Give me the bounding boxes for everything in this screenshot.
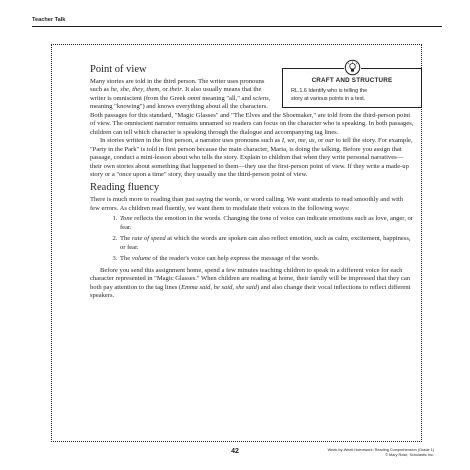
lightbulb-icon (344, 59, 361, 76)
pov-paragraph-1: Many stories are told in the third person. The writer uses pronouns such as he, she, they, them, or their. It also usually means that the writer is omniscient (from the Greek omni meaning "all," and sciens, meaning "knowing") and knows everything about all the characters. Both passages for this standard, "Magic Glasses" and "The Elves and the Shoemaker," are told from the third-person point of view. The omniscient narrator remains unnamed so readers can focus on the character who is speaking. In both passages, children can tell which character is speaking through the dialogue and accompanying tag lines. (90, 78, 414, 136)
callout-standard-line2: story at various points in a text. (291, 96, 366, 102)
heading-point-of-view: Point of view (90, 64, 147, 75)
callout-standard (291, 87, 421, 103)
list-item: 3. The volume of the reader's voice can help express the message of the words. (119, 255, 414, 263)
article-body (90, 64, 414, 300)
list-item: 2. The rate of speed at which the words are spoken can also reflect emotion, such as calm, excitement, happiness, or fear. (119, 235, 414, 252)
craft-structure-callout (282, 68, 422, 108)
callout-title: CRAFT AND STRUCTURE (311, 77, 393, 84)
voice-modulation-list (90, 215, 414, 263)
callout-standard-line1: RL.1.6 Identify who is telling the (291, 88, 368, 94)
pov-paragraph-2: In stories written in the first person, a narrator uses pronouns such as I, we, me, us, or our to tell the story. For example, "Party in the Park" is told in first person because the main character, Maria, is doing the talking. Before you assign that passage, conduct a mini-lesson about who tells the story. Explain to children that when they write personal narratives—their own stories about something that happened to them—they use the first-person point of view. If they write a made-up story or a "once upon a time" story, they usually use the third-person point of view. (90, 137, 413, 178)
fluency-closing: Before you send this assignment home, spend a few minutes teaching children to speak in a different voice for each character represented in "Magic Glasses." When children are reading at home, their family will be impressed that they can both pay attention to the tag lines (Emma said, he said, she said) and also change their vocal inflections to reflect different speakers. (90, 266, 411, 299)
footer-credits (328, 448, 434, 458)
fluency-intro: There is much more to reading than just saying the words, or word calling. We want students to read smoothly and with few errors. As children read fluently, we want them to modulate their voices in the following ways: (90, 196, 403, 212)
credit-line-2: © Mary Rose, Scholastic Inc. (385, 453, 434, 457)
list-item: 1. Tone reflects the emotion in the words. Changing the tone of voice can indicate emotions such as love, anger, or fear. (119, 215, 414, 232)
page-number: 42 (231, 448, 239, 455)
credit-line-1: Week-by-Week Homework: Reading Comprehension (Grade 1) (327, 448, 434, 452)
heading-reading-fluency: Reading fluency (90, 182, 160, 194)
header-label: Teacher Talk (32, 17, 66, 23)
page-header (32, 8, 442, 27)
